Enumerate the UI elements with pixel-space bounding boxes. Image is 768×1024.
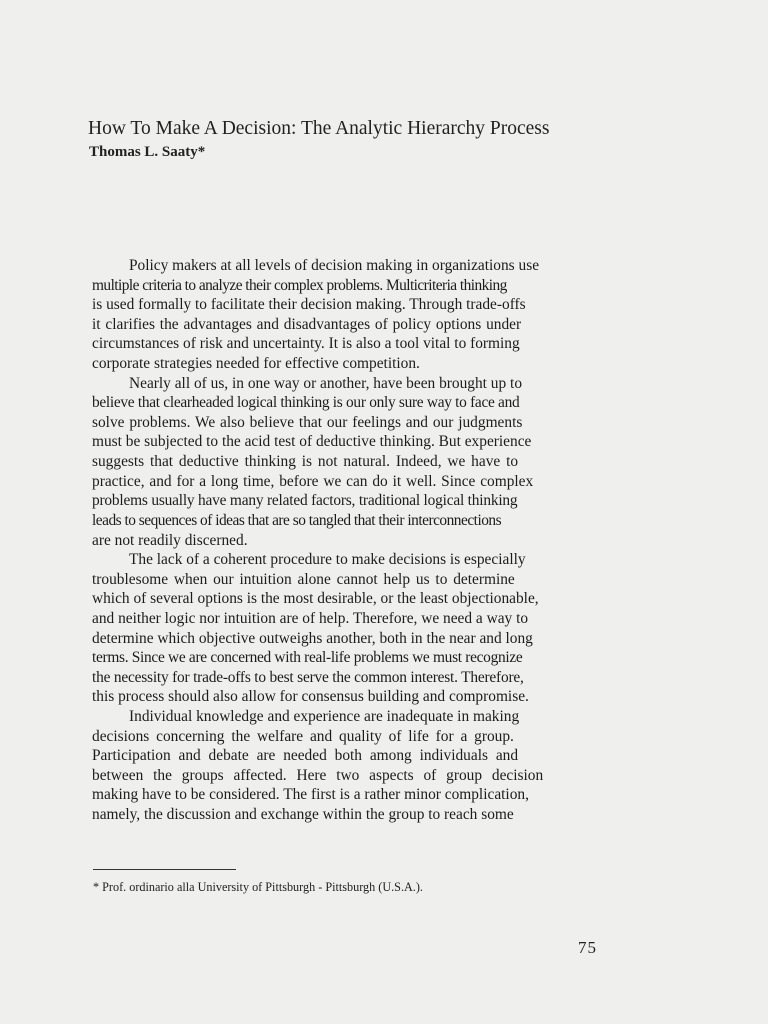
- footnote-divider: [93, 869, 236, 870]
- paragraph-line: are not readily discerned.: [92, 531, 248, 549]
- paragraph-line: which of several options is the most desirable, or the least objectionable,: [92, 590, 539, 608]
- paragraph-line: problems usually have many related factors, traditional logical thinking: [92, 492, 518, 510]
- paragraph-line: Policy makers at all levels of decision making in organizations use: [129, 257, 540, 274]
- paragraph-line: Nearly all of us, in one way or another, have been brought up to: [129, 374, 523, 392]
- paragraph-line: making have to be considered. The first is a rather minor complication,: [92, 786, 529, 804]
- paragraph-line: it clarifies the advantages and disadvantages of policy options under: [92, 315, 522, 333]
- paragraph-line: and neither logic nor intuition are of help. Therefore, we need a way to: [92, 609, 529, 627]
- paragraph-line: decisions concerning the welfare and quality of life for a group.: [92, 727, 514, 745]
- paragraph-line: this process should also allow for consensus building and compromise.: [92, 688, 529, 706]
- footnote: * Prof. ordinario alla University of Pittsburgh - Pittsburgh (U.S.A.).: [93, 880, 423, 894]
- paragraph-line: The lack of a coherent procedure to make decisions is especially: [129, 551, 526, 569]
- paragraph-line: corporate strategies needed for effective competition.: [92, 355, 420, 373]
- paragraph-line: must be subjected to the acid test of deductive thinking. But experience: [92, 433, 532, 451]
- paragraph-line: between the groups affected. Here two aspects of group decision: [92, 766, 544, 784]
- paragraph-line: solve problems. We also believe that our feelings and our judgments: [92, 413, 523, 431]
- paragraph-line: namely, the discussion and exchange within the group to reach some: [92, 806, 514, 824]
- paragraph-line: practice, and for a long time, before we can do it well. Since complex: [92, 472, 534, 490]
- paragraph-line: leads to sequences of ideas that are so tangled that their interconnections: [92, 511, 502, 529]
- author-name: Thomas L. Saaty*: [89, 144, 206, 160]
- paragraph-line: Individual knowledge and experience are inadequate in making: [129, 708, 520, 726]
- page-title: How To Make A Decision: The Analytic Hierarchy Process: [88, 118, 550, 139]
- paragraph-line: terms. Since we are concerned with real-life problems we must recognize: [92, 649, 523, 667]
- paragraph-line: multiple criteria to analyze their complex problems. Multicriteria thinking: [92, 276, 507, 294]
- paragraph-line: troublesome when our intuition alone cannot help us to determine: [92, 570, 515, 588]
- paragraph-line: circumstances of risk and uncertainty. It is also a tool vital to forming: [92, 335, 520, 353]
- paragraph-line: determine which objective outweighs another, both in the near and long: [92, 629, 533, 647]
- paragraph-line: suggests that deductive thinking is not natural. Indeed, we have to: [92, 453, 519, 471]
- paragraph-line: the necessity for trade-offs to best serve the common interest. Therefore,: [92, 668, 524, 686]
- paragraph-line: is used formally to facilitate their decision making. Through trade-offs: [92, 296, 526, 314]
- page-number: 75: [578, 938, 597, 957]
- paragraph-line: Participation and debate are needed both among individuals and: [92, 747, 519, 765]
- body-text: [92, 256, 606, 825]
- paragraph-line: believe that clearheaded logical thinking is our only sure way to face and: [92, 394, 520, 412]
